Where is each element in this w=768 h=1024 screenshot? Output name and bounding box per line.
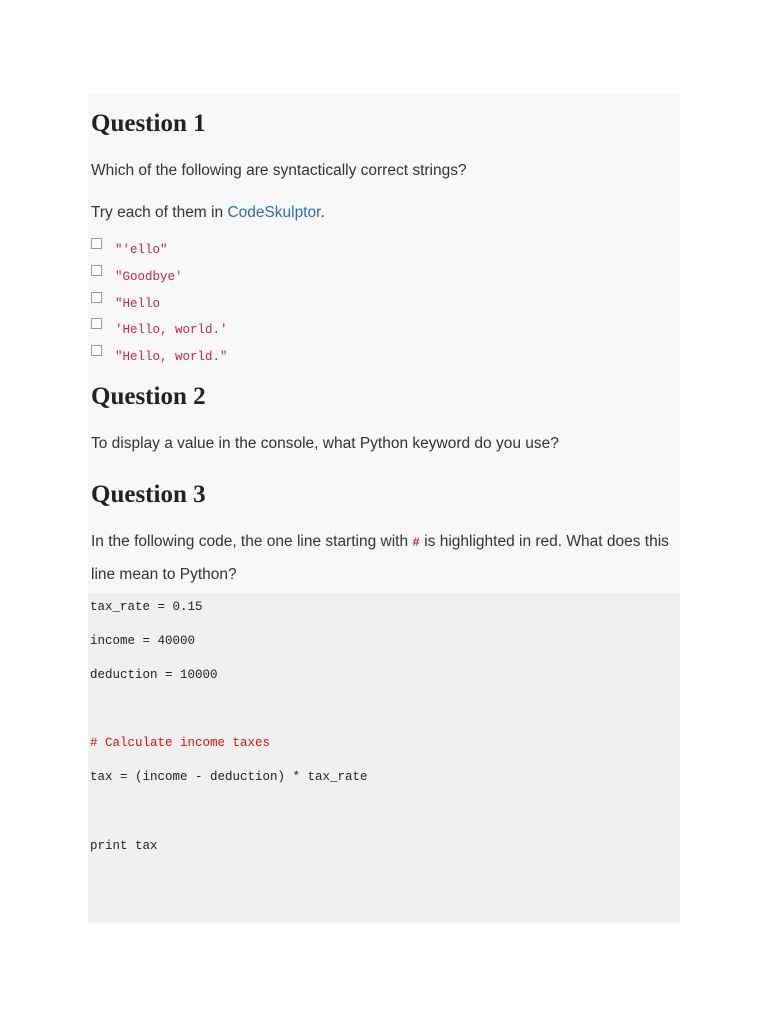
option-code: "Hello, world." — [115, 350, 228, 365]
code-line: tax_rate = 0.15 — [90, 600, 203, 614]
code-line: print tax — [90, 839, 158, 853]
prompt-suffix: is highlighted in red. What does this line mean to Python? — [91, 533, 669, 583]
question-1-instruction — [91, 197, 679, 228]
option-code: "Hello — [115, 296, 161, 311]
instruction-suffix: . — [320, 204, 325, 221]
code-comment-line: # Calculate income taxes — [90, 736, 271, 750]
question-3-prompt — [91, 526, 679, 590]
instruction-prefix: Try each of them in — [91, 204, 228, 221]
checkbox[interactable] — [91, 292, 102, 303]
option-code: 'Hello, world.' — [115, 323, 228, 338]
question-1-prompt: Which of the following are syntactically correct strings? — [91, 162, 467, 179]
code-line: tax = (income - deduction) * tax_rate — [90, 770, 368, 784]
codeskulptor-link[interactable]: CodeSkulptor — [227, 204, 321, 221]
question-3-title: Question 3 — [91, 481, 206, 508]
prompt-prefix: In the following code, the one line starting with — [91, 533, 413, 550]
inline-code-hash: # — [412, 536, 420, 550]
code-line: income = 40000 — [90, 634, 196, 648]
question-2-title: Question 2 — [91, 383, 206, 410]
checkbox[interactable] — [91, 345, 102, 356]
checkbox[interactable] — [91, 318, 102, 329]
question-2-prompt: To display a value in the console, what Python keyword do you use? — [91, 435, 559, 452]
question-1-title: Question 1 — [91, 110, 206, 137]
checkbox[interactable] — [91, 238, 102, 249]
option-code: "Goodbye' — [115, 269, 183, 284]
option-code: "'ello" — [115, 243, 168, 257]
checkbox[interactable] — [91, 265, 102, 276]
code-line: deduction = 10000 — [90, 668, 218, 682]
